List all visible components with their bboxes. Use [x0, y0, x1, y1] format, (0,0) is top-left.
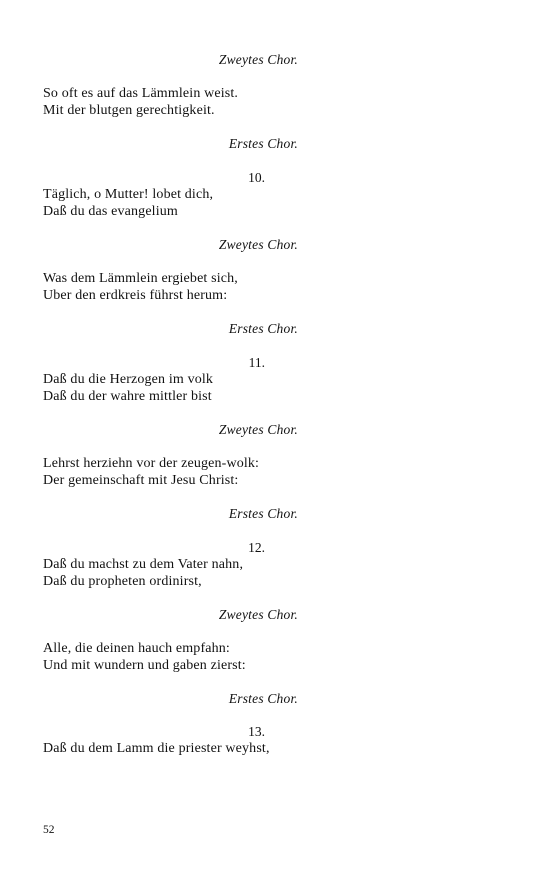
verse-line: Mit der blutgen gerechtigkeit. — [43, 103, 215, 118]
verse-lines — [43, 270, 238, 304]
verse-lines — [43, 85, 238, 119]
chor-heading: Zweytes Chor. — [218, 52, 298, 67]
verse-line: Daß du der wahre mittler bist — [43, 389, 212, 404]
verse-line: Daß du machst zu dem Vater nahn, — [43, 557, 244, 572]
chor-heading: Erstes Chor. — [228, 691, 298, 706]
verse-line: Uber den erdkreis führst herum: — [43, 288, 228, 303]
verse-number: 12. — [248, 540, 265, 555]
verse-line: Daß du das evangelium — [43, 204, 178, 219]
chor-heading: Zweytes Chor. — [218, 607, 298, 622]
verse-line: Lehrst herziehn vor der zeugen-wolk: — [43, 456, 260, 471]
verse-line: Der gemeinschaft mit Jesu Christ: — [43, 473, 239, 488]
chor-heading: Erstes Chor. — [228, 506, 298, 521]
verse-lines — [43, 371, 213, 405]
verse-line: Täglich, o Mutter! lobet dich, — [43, 187, 214, 202]
verse-line: So oft es auf das Lämmlein weist. — [43, 86, 239, 101]
verse-line: Und mit wundern und gaben zierst: — [43, 658, 246, 673]
chor-heading: Zweytes Chor. — [218, 237, 298, 252]
verse-lines — [43, 455, 259, 489]
verse-number: 10. — [248, 170, 265, 185]
verse-lines — [43, 556, 243, 590]
verse-lines — [43, 186, 213, 220]
verse-lines — [43, 640, 246, 674]
verse-line: Daß du dem Lamm die priester weyhst, — [43, 741, 270, 756]
verse-number: 11. — [248, 355, 265, 370]
page-number: 52 — [43, 824, 55, 836]
verse-line: Alle, die deinen hauch empfahn: — [43, 641, 230, 656]
chor-heading: Erstes Chor. — [228, 136, 298, 151]
verse-line: Was dem Lämmlein ergiebet sich, — [43, 271, 238, 286]
verse-number: 13. — [248, 724, 265, 739]
chor-heading: Zweytes Chor. — [218, 422, 298, 437]
verse-lines — [43, 740, 270, 757]
chor-heading: Erstes Chor. — [228, 321, 298, 336]
verse-line: Daß du die Herzogen im volk — [43, 372, 214, 387]
verse-line: Daß du propheten ordinirst, — [43, 574, 202, 589]
